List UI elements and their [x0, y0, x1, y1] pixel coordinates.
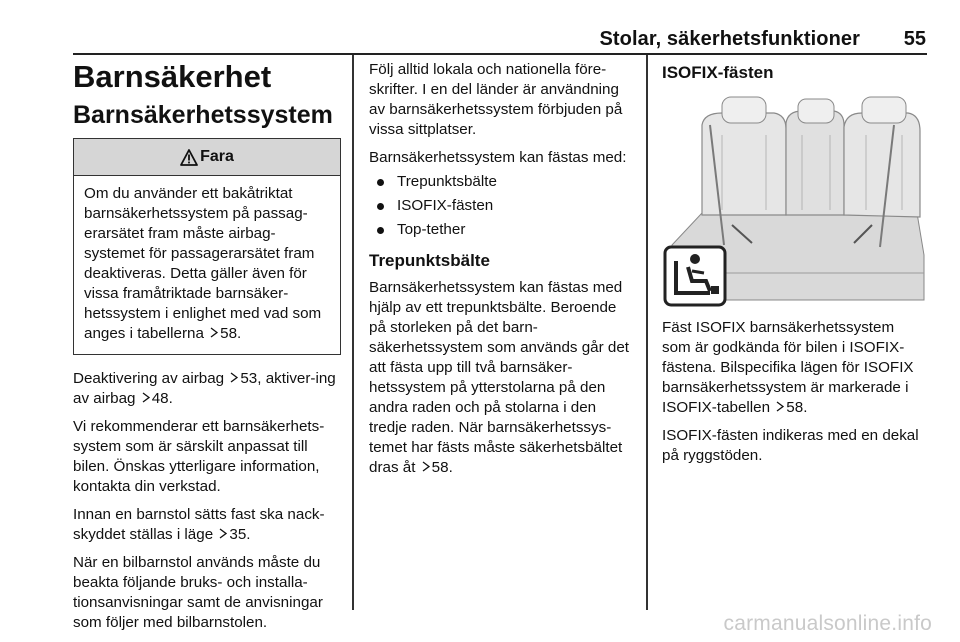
rear-seats-isofix-illustration	[662, 95, 927, 310]
running-header-title: Stolar, säkerhetsfunktioner	[599, 28, 860, 50]
page-reference-arrow-icon	[776, 401, 784, 412]
bullet-dot	[377, 203, 384, 210]
paragraph	[662, 318, 927, 418]
paragraph: Följ alltid lokala och nationella före-skrifter. I en del länder är användning av barnsäkerhetssystem förbjuden på vissa sittplatser.	[369, 61, 623, 138]
danger-notice	[73, 138, 341, 355]
page-reference-link[interactable]: 53, aktiver-ing av airbag	[73, 370, 336, 407]
paragraph-text: Barnsäkerhetssystem kan fästas med hjälp av ett trepunktsbälte. Beroende på storleken på det barn-säkerhetssystem som används går det att fästa upp till två barnsäker-hetssystem på ytterstolarna på den andra raden och på stolarna i den tredje raden. När barnsäkerhetssys-temet har fästs måste säkerhetsbältet dras åt	[369, 279, 629, 476]
page-reference-arrow-icon	[142, 392, 150, 403]
danger-notice-label: Fara	[200, 148, 234, 165]
bullet-item	[369, 194, 633, 218]
paragraph-text: Deaktivering av airbag	[73, 370, 225, 387]
danger-warning-triangle-icon	[180, 149, 198, 166]
bullet-dot	[377, 227, 384, 234]
column-divider-left	[352, 55, 354, 610]
paragraph: När en bilbarnstol används måste du beakta följande bruks- och installa-tionsanvisningar samt de anvisningar som följer med bilbarnstolen.	[73, 554, 323, 631]
column-3	[662, 60, 927, 90]
paragraph: Vi rekommenderar ett barnsäkerhets-system som är särskilt anpassat till bilen. Önskas ytterligare information, kontakta din verkstad.	[73, 418, 325, 495]
bullet-item	[369, 170, 633, 194]
page-reference-arrow-icon	[230, 372, 238, 383]
paragraph: Barnsäkerhetssystem kan fästas med:	[369, 149, 627, 166]
paragraph	[73, 505, 341, 545]
paragraph	[73, 369, 341, 409]
column-2	[369, 60, 633, 486]
subsection-heading: Barnsäkerhetssystem	[73, 101, 333, 129]
page-reference-link[interactable]: 35.	[229, 526, 251, 543]
bullet-text: Trepunktsbälte	[397, 173, 497, 190]
page-reference-arrow-icon	[210, 327, 218, 338]
column-divider-right	[646, 55, 648, 610]
bullet-list	[369, 170, 633, 242]
column-3-text	[662, 318, 927, 474]
subsection-heading: Trepunktsbälte	[369, 251, 490, 270]
bullet-text: ISOFIX-fästen	[397, 197, 494, 214]
bullet-text: Top-tether	[397, 221, 466, 238]
page-reference-arrow-icon	[219, 528, 227, 539]
danger-notice-header	[74, 139, 340, 176]
paragraph-text: Innan en barnstol sätts fast ska nack-skyddet ställas i läge	[73, 506, 325, 543]
header-rule	[73, 53, 927, 55]
column-1	[73, 60, 341, 641]
bullet-item	[369, 218, 633, 242]
page-reference-link[interactable]: 58.	[786, 399, 808, 416]
paragraph-text: Fäst ISOFIX barnsäkerhetssystem som är godkända för bilen i ISOFIX-fästena. Bilspecifika lägen för ISOFIX barnsäkerhetssystem är markerade i ISOFIX-tabellen	[662, 319, 914, 416]
page-reference-link[interactable]: 58.	[431, 459, 453, 476]
paragraph	[369, 278, 633, 478]
subsection-heading: ISOFIX-fästen	[662, 63, 774, 82]
danger-notice-text: Om du använder ett bakåtriktat barnsäkerhetssystem på passag-erarsätet fram måste airbag-systemet för passagerarsätet fram deaktiveras. Detta gäller även för vissa framåtriktade barnsäker-hetssystem i enlighet med vad som anges i tabellerna	[84, 185, 322, 342]
section-heading: Barnsäkerhet	[73, 59, 272, 94]
seat-drawing	[662, 95, 927, 310]
page-reference-arrow-icon	[422, 461, 430, 472]
page-number: 55	[903, 28, 926, 50]
watermark: carmanualsonline.info	[723, 612, 932, 635]
paragraph: ISOFIX-fästen indikeras med en dekal på ryggstöden.	[662, 427, 919, 464]
page-reference-link[interactable]: 58.	[220, 325, 242, 342]
bullet-dot	[377, 179, 384, 186]
danger-notice-body	[74, 176, 340, 354]
page-reference-link[interactable]: 48.	[151, 390, 173, 407]
